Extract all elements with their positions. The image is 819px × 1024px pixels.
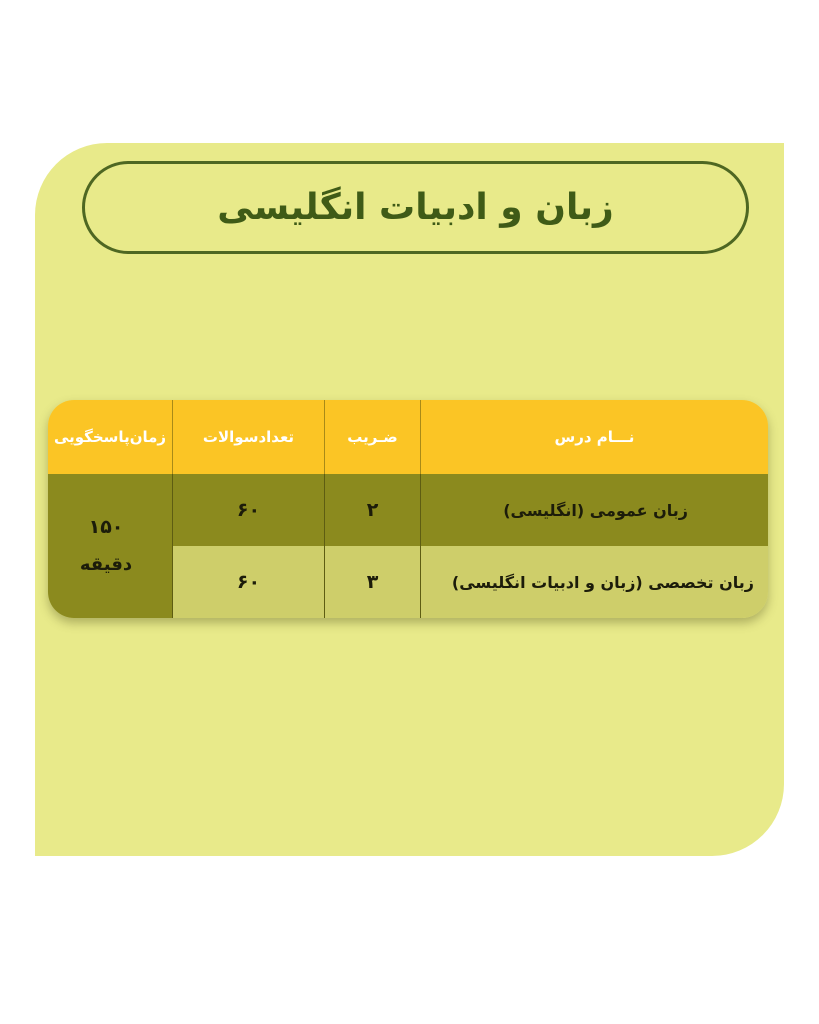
row-2-question-count: ۶۰ bbox=[172, 546, 324, 618]
row-1-course-name: زبان عمومی (انگلیسی) bbox=[420, 474, 768, 546]
row-2-coefficient: ۳ bbox=[324, 546, 420, 618]
page-title: زبان و ادبیات انگلیسی bbox=[217, 187, 614, 228]
row-1-coefficient: ۲ bbox=[324, 474, 420, 546]
response-time-value: ۱۵۰ bbox=[88, 516, 124, 538]
response-time-unit: دقیقه bbox=[79, 554, 133, 575]
header-coefficient: ضـریب bbox=[324, 400, 420, 474]
response-time-cell bbox=[48, 474, 172, 618]
exam-info-table bbox=[48, 400, 768, 618]
title-banner bbox=[82, 161, 749, 254]
table-grid bbox=[48, 400, 768, 618]
header-question-count: تعدادسوالات bbox=[172, 400, 324, 474]
row-1-question-count: ۶۰ bbox=[172, 474, 324, 546]
row-2-course-name: زبان تخصصی (زبان و ادبیات انگلیسی) bbox=[420, 546, 768, 618]
header-course-name: نـــام درس bbox=[420, 400, 768, 474]
header-response-time: زمان‌پاسخگویی bbox=[48, 400, 172, 474]
